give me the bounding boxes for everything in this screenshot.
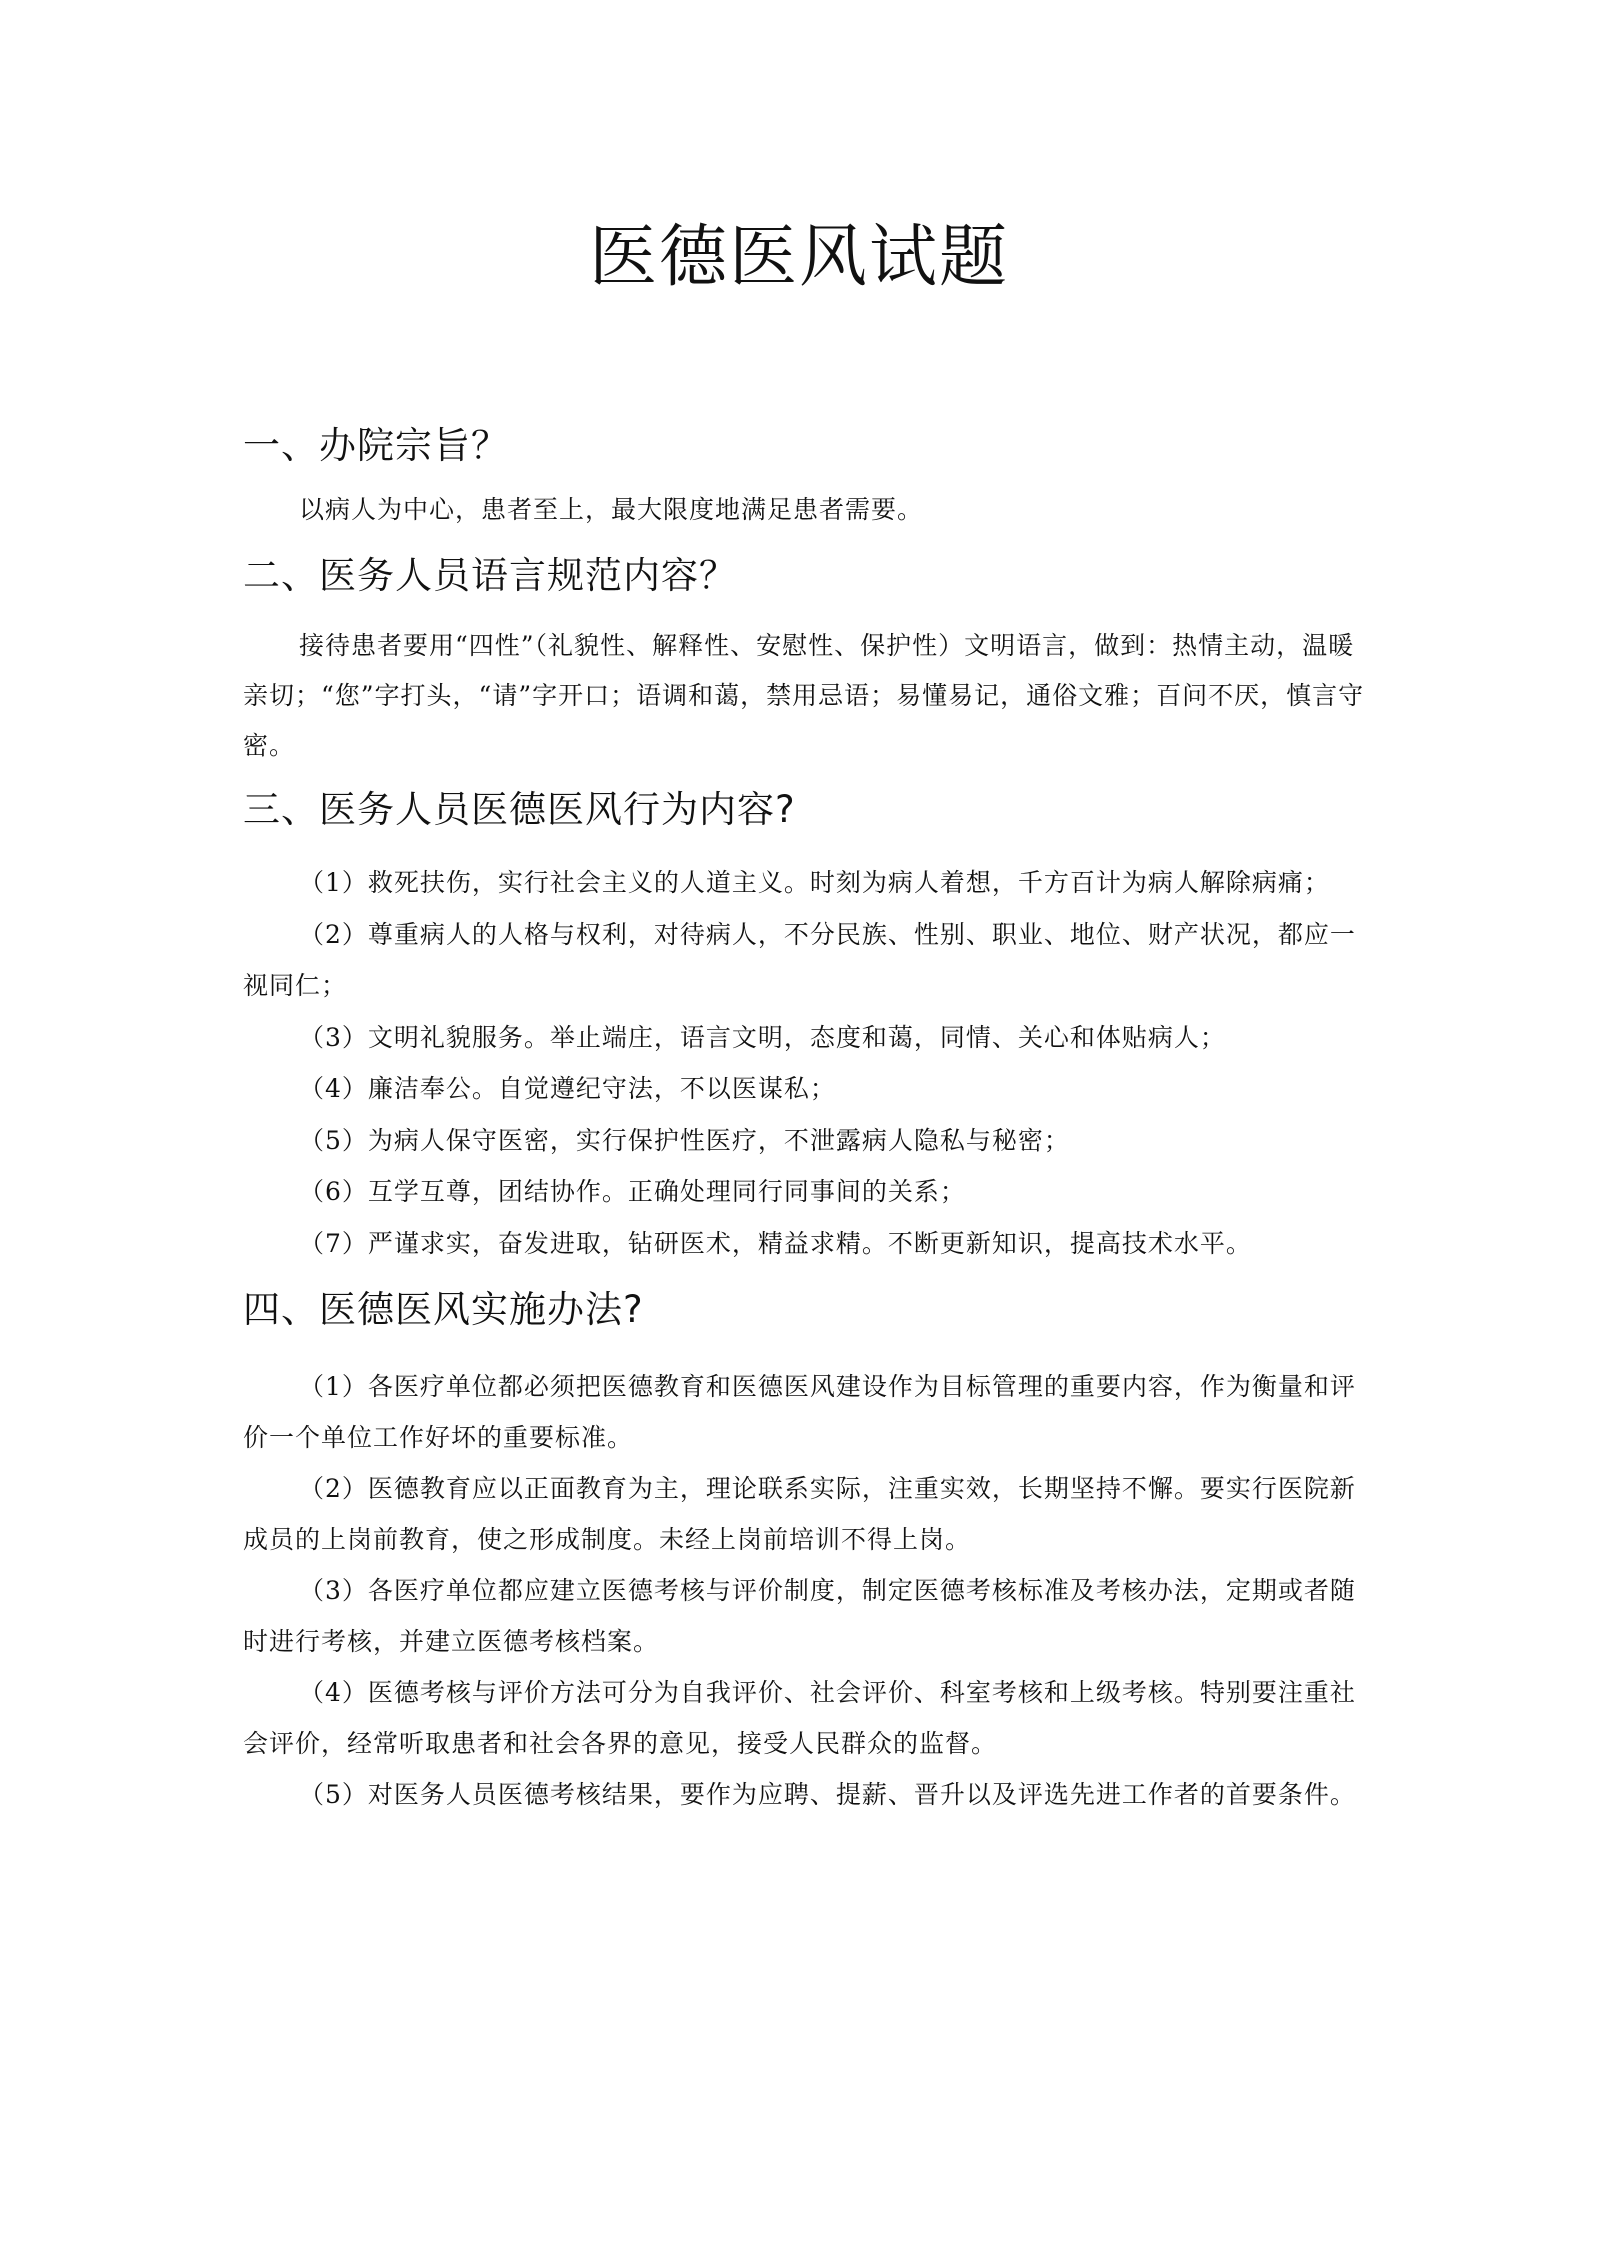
section-1-heading: 一、办院宗旨？ <box>243 424 509 467</box>
document-title: 医德医风试题 <box>588 218 1009 297</box>
list-item: （5）对医务人员医德考核结果，要作为应聘、提薪、晋升以及评选先进工作者的首要条件。 <box>299 1780 1356 1809</box>
list-item: （2）尊重病人的人格与权利，对待病人，不分民族、性别、职业、地位、财产状况，都应一视同仁； <box>243 919 1356 1000</box>
list-item: （3）各医疗单位都应建立医德考核与评价制度，制定医德考核标准及考核办法，定期或者随时进行考核，并建立医德考核档案。 <box>243 1576 1356 1656</box>
section-3-list <box>243 857 1368 1269</box>
section-2-paragraph: 接待患者要用“四性”（礼貌性、解释性、安慰性、保护性）文明语言，做到：热情主动，温暖亲切；“您”字打头，“请”字开口；语调和蔼，禁用忌语；易懂易记，通俗文雅；百问不厌，慎言守密。 <box>243 631 1365 760</box>
section-4-list <box>243 1361 1368 1820</box>
section-2-heading: 二、医务人员语言规范内容？ <box>243 554 737 597</box>
list-item: （5）为病人保守医密，实行保护性医疗，不泄露病人隐私与秘密； <box>299 1125 1070 1155</box>
list-item: （4）医德考核与评价方法可分为自我评价、社会评价、科室考核和上级考核。特别要注重社会评价，经常听取患者和社会各界的意见，接受人民群众的监督。 <box>243 1678 1356 1758</box>
document-body <box>243 415 1368 1820</box>
list-item: （4）廉洁奉公。自觉遵纪守法，不以医谋私； <box>299 1074 836 1103</box>
list-item: （7）严谨求实，奋发进取，钻研医术，精益求精。不断更新知识，提高技术水平。 <box>299 1228 1252 1258</box>
list-item: （2）医德教育应以正面教育为主，理论联系实际，注重实效，长期坚持不懈。要实行医院新成员的上岗前教育，使之形成制度。未经上岗前培训不得上岗。 <box>243 1474 1356 1554</box>
list-item: （6）互学互尊，团结协作。正确处理同行同事间的关系； <box>299 1177 966 1206</box>
section-3-heading: 三、医务人员医德医风行为内容? <box>243 788 796 831</box>
list-item: （1）各医疗单位都必须把医德教育和医德医风建设作为目标管理的重要内容，作为衡量和评价一个单位工作好坏的重要标准。 <box>243 1372 1356 1452</box>
list-item: （3）文明礼貌服务。举止端庄，语言文明，态度和蔼，同情、关心和体贴病人； <box>299 1022 1226 1052</box>
section-4-heading: 四、医德医风实施办法? <box>243 1288 644 1331</box>
section-1-paragraph: 以病人为中心，患者至上，最大限度地满足患者需要。 <box>299 495 924 524</box>
list-item: （1）救死扶伤，实行社会主义的人道主义。时刻为病人着想，千方百计为病人解除病痛； <box>299 868 1330 897</box>
